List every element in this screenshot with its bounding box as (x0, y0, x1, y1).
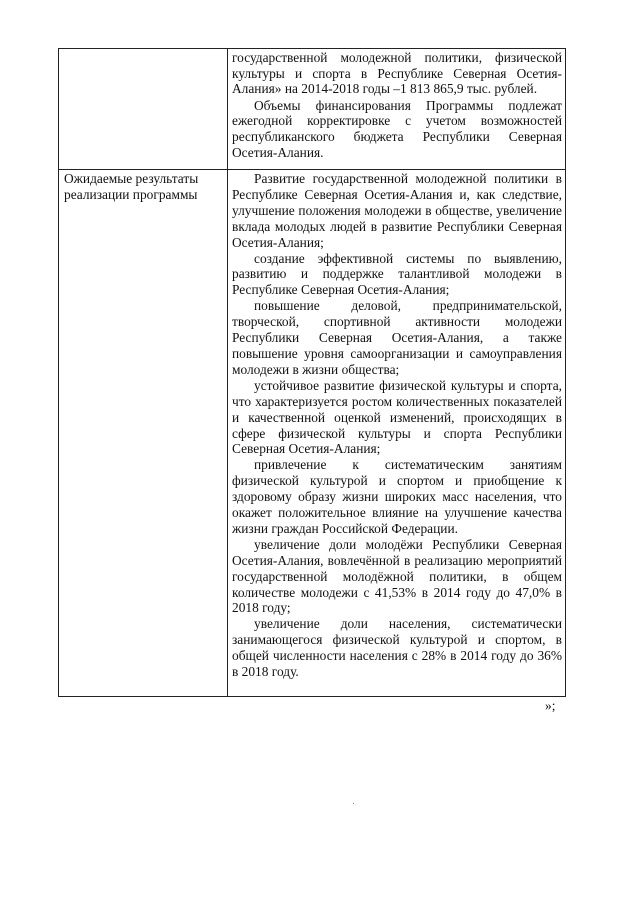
result-item: увеличение доли молодёжи Республики Северная Осетия-Алания, вовлечённой в реализацию мероприятий государственной молодёжной политики, в общем количестве молодежи с 41,53% в 2014 году до 47,0% в 2018 году; (232, 536, 562, 616)
result-item: повышение деловой, предпринимательской, творческой, спортивной активности молодежи Республики Северная Осетия-Алания, а также повышение уровня самоорганизации и самоуправления молодежи в жизни общества; (232, 298, 562, 377)
financing-continuation: государственной молодежной политики, физической культуры и спорта в Республике Северная Осетия-Алания» на 2014-2018 годы –1 813 865,9 тыс. рублей. (232, 50, 562, 97)
program-passport-table (58, 48, 566, 697)
financing-cell (232, 50, 562, 160)
row-divider (59, 169, 565, 170)
row-label-expected-results: Ожидаемые результаты реализации программы (64, 171, 199, 202)
expected-results-cell (232, 171, 562, 680)
result-item: увеличение доли населения, систематически занимающегося физической культурой и спортом, в общей численности населения с 28% в 2014 году до 36% в 2018 году. (232, 616, 562, 680)
result-item: привлечение к систематическим занятиям физической культурой и спортом и приобщение к здоровому образу жизни широких масс населения, что окажет положительное влияние на улучшение качества жизни граждан Российской Федерации. (232, 457, 562, 536)
result-item: создание эффективной системы по выявлению, развитию и поддержке талантливой молодежи в Республике Северная Осетия-Алания; (232, 250, 562, 298)
financing-adjustment-note: Объемы финансирования Программы подлежат ежегодной корректировке с учетом возможностей республиканского бюджета Республики Северная Осетия-Алания. (232, 97, 562, 160)
column-divider (227, 49, 228, 696)
row-label-cell (64, 171, 222, 203)
closing-quote-mark: »; (545, 698, 556, 713)
result-item: Развитие государственной молодежной политики в Республике Северная Осетия-Алания и, как следствие, улучшение положения молодежи в обществе, увеличение вклада молодых людей в развитие Республики Северная Осетия-Алания; (232, 171, 562, 250)
scan-speck (353, 803, 354, 804)
result-item: устойчивое развитие физической культуры и спорта, что характеризуется ростом количественных показателей и качественной оценкой изменений, происходящих в сфере физической культуры и спорта Республики Северная Осетия-Алания; (232, 377, 562, 457)
